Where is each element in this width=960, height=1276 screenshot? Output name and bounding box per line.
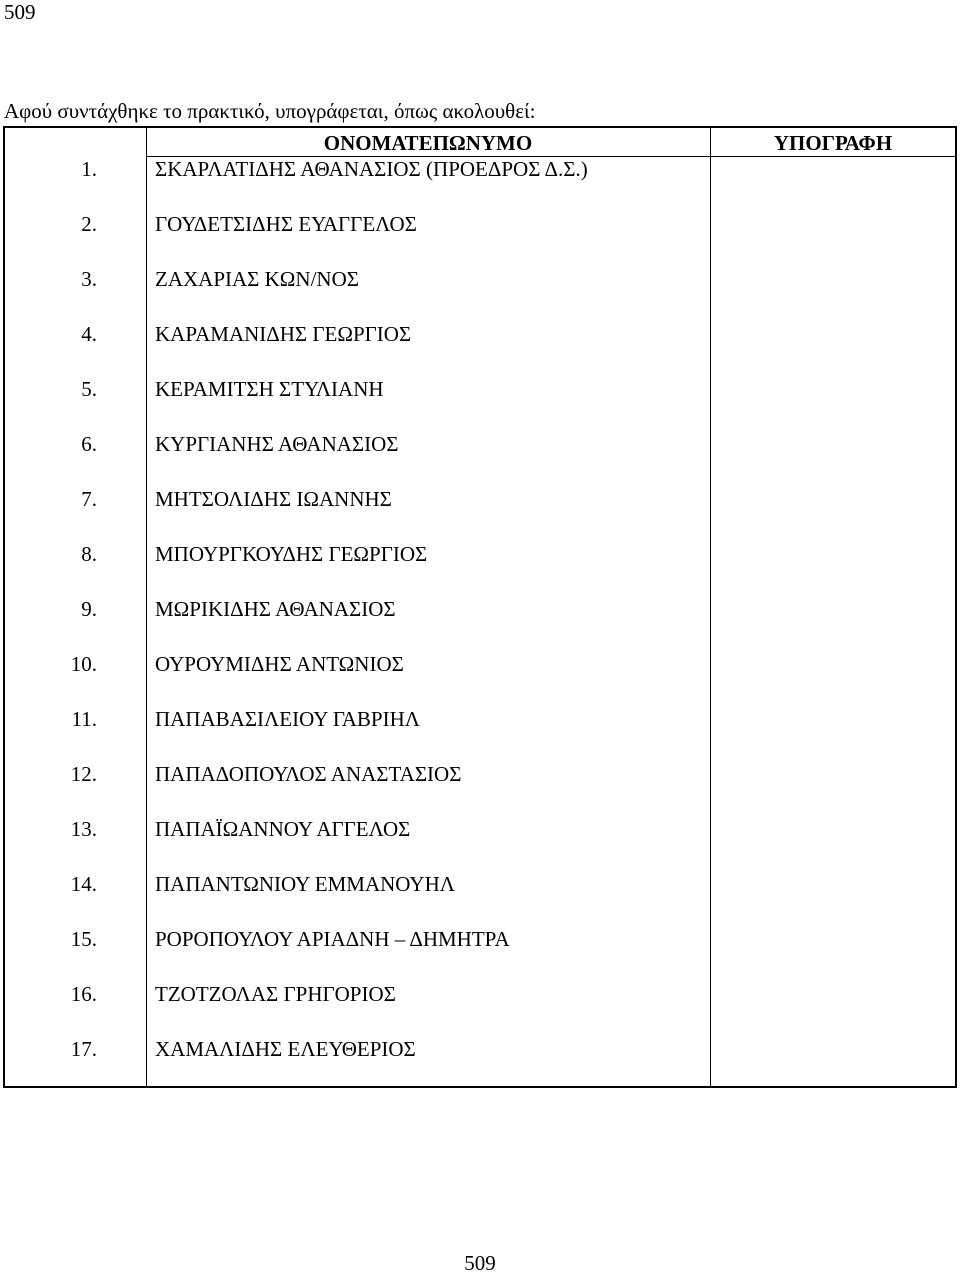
- member-name: ΧΑΜΑΛΙΔΗΣ ΕΛΕΥΘΕΡΙΟΣ: [155, 1037, 416, 1061]
- signature-cell: [711, 761, 955, 816]
- header-signature: ΥΠΟΓΡΑΦΗ: [773, 131, 893, 155]
- table-row: [5, 431, 710, 486]
- signature-cell: [711, 321, 955, 376]
- row-number: 2.: [81, 212, 97, 236]
- member-name: ΜΠΟΥΡΓΚΟΥΔΗΣ ΓΕΩΡΓΙΟΣ: [155, 542, 428, 566]
- row-number: 11.: [71, 707, 97, 731]
- member-name: ΓΟΥΔΕΤΣΙΔΗΣ ΕΥΑΓΓΕΛΟΣ: [155, 212, 417, 236]
- row-number: 1.: [81, 157, 97, 181]
- table-row: [5, 596, 710, 651]
- row-number: 4.: [81, 322, 97, 346]
- signature-cell: [711, 926, 955, 981]
- row-number: 6.: [81, 432, 97, 456]
- signature-cell: [711, 211, 955, 266]
- member-name: ΖΑΧΑΡΙΑΣ ΚΩΝ/ΝΟΣ: [155, 267, 359, 291]
- signature-cell: [711, 266, 955, 321]
- table-row: [5, 651, 710, 706]
- table-row: [5, 211, 710, 266]
- signature-cell: [711, 376, 955, 431]
- signature-table: [3, 126, 957, 1088]
- row-number: 8.: [81, 542, 97, 566]
- table-row: [5, 926, 710, 981]
- table-row: [5, 1036, 710, 1091]
- row-number: 5.: [81, 377, 97, 401]
- row-number: 7.: [81, 487, 97, 511]
- signature-cell: [711, 541, 955, 596]
- member-name: ΚΑΡΑΜΑΝΙΔΗΣ ΓΕΩΡΓΙΟΣ: [155, 322, 412, 346]
- row-number: 16.: [70, 982, 97, 1006]
- page-number-top: 509: [4, 0, 36, 24]
- table-row: [5, 321, 710, 376]
- member-name: ΠΑΠΑΒΑΣΙΛΕΙΟΥ ΓΑΒΡΙΗΛ: [155, 707, 420, 731]
- member-name: ΟΥΡΟΥΜΙΔΗΣ ΑΝΤΩΝΙΟΣ: [155, 652, 404, 676]
- row-number: 14.: [70, 872, 97, 896]
- member-name: ΡΟΡΟΠΟΥΛΟΥ ΑΡΙΑΔΝΗ – ΔΗΜΗΤΡΑ: [155, 927, 510, 951]
- table-row: [5, 486, 710, 541]
- member-name: ΠΑΠΑΔΟΠΟΥΛΟΣ ΑΝΑΣΤΑΣΙΟΣ: [155, 762, 462, 786]
- table-row: [5, 761, 710, 816]
- table-row: [5, 981, 710, 1036]
- row-number: 10.: [70, 652, 97, 676]
- member-name: ΠΑΠΑΝΤΩΝΙΟΥ ΕΜΜΑΝΟΥΗΛ: [155, 872, 455, 896]
- member-name: ΚΥΡΓΙΑΝΗΣ ΑΘΑΝΑΣΙΟΣ: [155, 432, 399, 456]
- member-name: ΠΑΠΑΪΩΑΝΝΟΥ ΑΓΓΕΛΟΣ: [155, 817, 411, 841]
- row-number: 9.: [81, 597, 97, 621]
- row-number: 13.: [70, 817, 97, 841]
- signature-cell: [711, 981, 955, 1036]
- row-number: 15.: [70, 927, 97, 951]
- signature-cell: [711, 156, 955, 211]
- table-row: [5, 706, 710, 761]
- signature-cell: [711, 816, 955, 871]
- table-row: [5, 376, 710, 431]
- row-number: 17.: [70, 1037, 97, 1061]
- member-name: ΜΩΡΙΚΙΔΗΣ ΑΘΑΝΑΣΙΟΣ: [155, 597, 396, 621]
- table-row: [5, 541, 710, 596]
- signature-cell: [711, 431, 955, 486]
- table-row: [5, 816, 710, 871]
- signature-cell: [711, 871, 955, 926]
- member-name: ΤΖΟΤΖΟΛΑΣ ΓΡΗΓΟΡΙΟΣ: [155, 982, 396, 1006]
- header-name: ΟΝΟΜΑΤΕΠΩΝΥΜΟ: [323, 131, 533, 155]
- row-number: 12.: [70, 762, 97, 786]
- signature-cell: [711, 486, 955, 541]
- table-row: [5, 156, 710, 211]
- table-row: [5, 871, 710, 926]
- member-name: ΚΕΡΑΜΙΤΣΗ ΣΤΥΛΙΑΝΗ: [155, 377, 384, 401]
- member-name: ΣΚΑΡΛΑΤΙΔΗΣ ΑΘΑΝΑΣΙΟΣ (ΠΡΟΕΔΡΟΣ Δ.Σ.): [155, 157, 588, 181]
- signature-cell: [711, 651, 955, 706]
- signature-cell: [711, 596, 955, 651]
- page-number-bottom: 509: [464, 1251, 496, 1275]
- signature-cell: [711, 706, 955, 761]
- table-row: [5, 266, 710, 321]
- member-name: ΜΗΤΣΟΛΙΔΗΣ ΙΩΑΝΝΗΣ: [155, 487, 392, 511]
- intro-text: Αφού συντάχθηκε το πρακτικό, υπογράφεται, όπως ακολουθεί:: [4, 99, 536, 123]
- row-number: 3.: [81, 267, 97, 291]
- signature-cell: [711, 1036, 955, 1091]
